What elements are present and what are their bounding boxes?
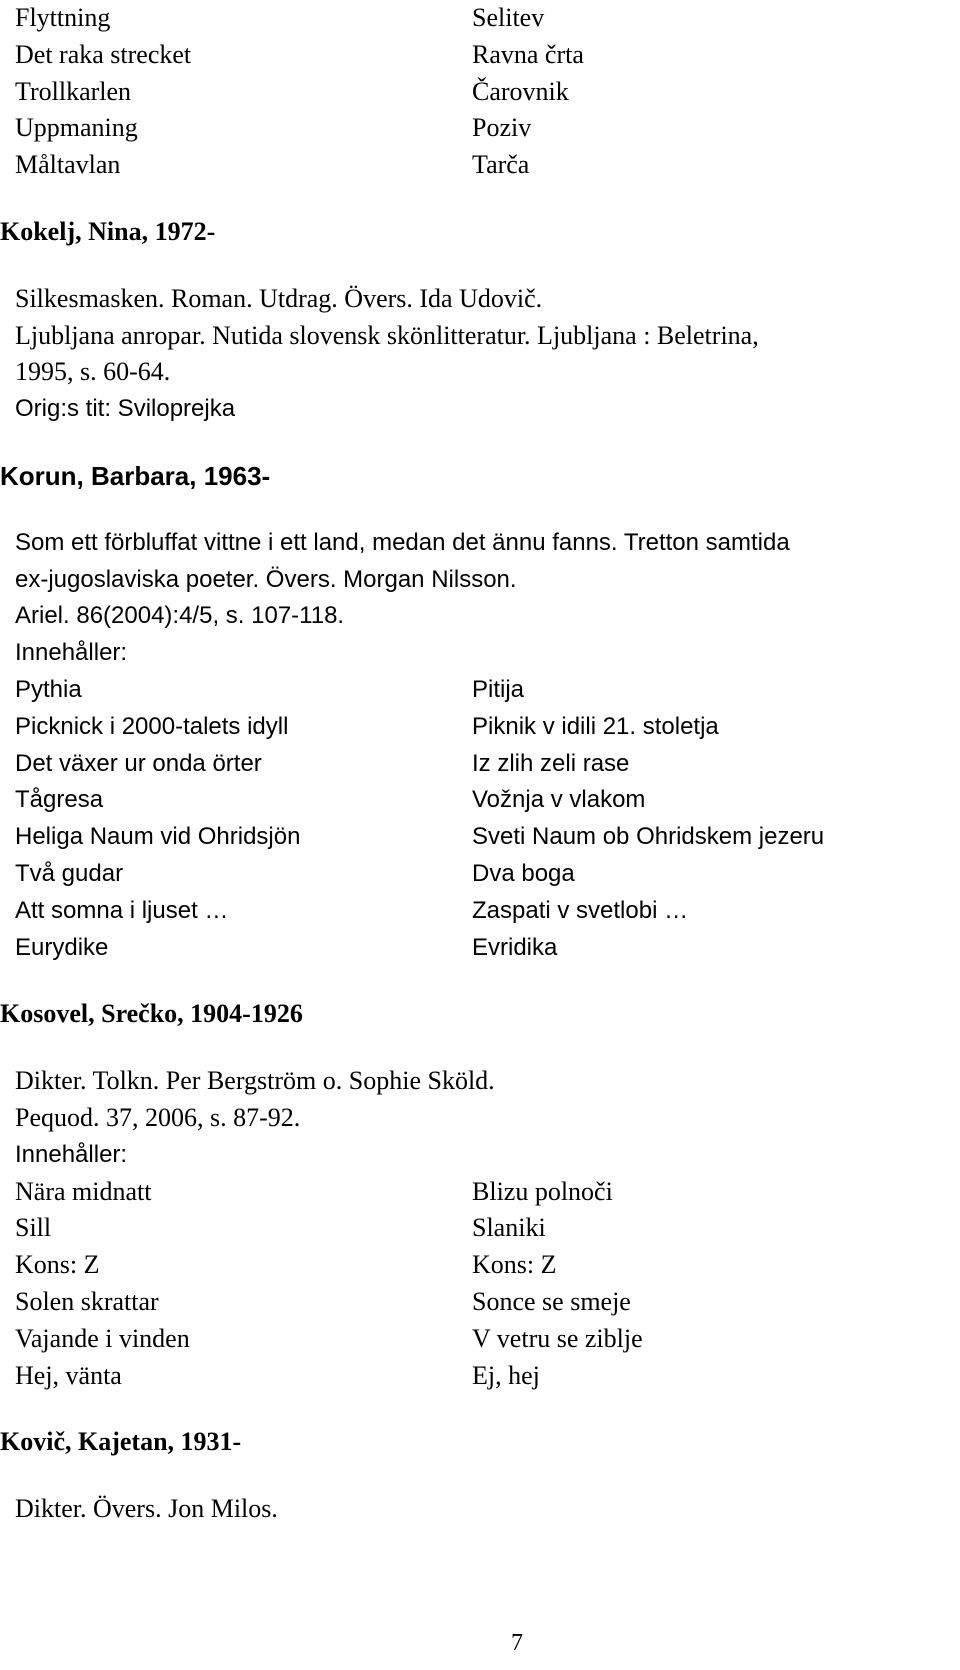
entry-line: Som ett förbluffat vittne i ett land, medan det ännu fanns. Tretton samtida bbox=[15, 528, 790, 556]
list-item: Sill Slaniki bbox=[15, 1213, 546, 1243]
author-heading: Kokelj, Nina, 1972- bbox=[0, 216, 216, 246]
entry-line: 1995, s. 60-64. bbox=[15, 357, 171, 387]
list-item: Måltavlan Tarča bbox=[15, 150, 530, 180]
list-item: Det raka strecket Ravna črta bbox=[15, 39, 584, 69]
entry-kosovel bbox=[0, 996, 960, 1394]
entry-line: Dikter. Övers. Jon Milos. bbox=[15, 1494, 278, 1524]
entry-line: Innehåller: bbox=[15, 639, 128, 667]
list-item: Tågresa Vožnja v vlakom bbox=[15, 786, 646, 814]
list-item: Kons: Z Kons: Z bbox=[15, 1250, 557, 1280]
author-heading: Kosovel, Srečko, 1904-1926 bbox=[0, 999, 303, 1029]
list-item: Picknick i 2000-talets idyll Piknik v idili 21. stoletja bbox=[15, 712, 719, 740]
list-item: Heliga Naum vid Ohridsjön Sveti Naum ob Ohridskem jezeru bbox=[15, 823, 825, 851]
list-item: Pythia Pitija bbox=[15, 675, 525, 703]
entry-line: Dikter. Tolkn. Per Bergström o. Sophie Sköld. bbox=[15, 1066, 495, 1096]
entry-line: Innehåller: bbox=[15, 1140, 128, 1168]
author-heading: Korun, Barbara, 1963- bbox=[0, 460, 271, 491]
entry-line: Ljubljana anropar. Nutida slovensk skönlitteratur. Ljubljana : Beletrina, bbox=[15, 320, 759, 350]
entry-kovic bbox=[0, 1424, 960, 1528]
list-item: Eurydike Evridika bbox=[15, 933, 558, 961]
list-item: Att somna i ljuset … Zaspati v svetlobi … bbox=[15, 896, 689, 924]
entry-line: ex-jugoslaviska poeter. Övers. Morgan Nilsson. bbox=[15, 565, 517, 593]
list-item: Det växer ur onda örter Iz zlih zeli rase bbox=[15, 749, 630, 777]
list-item: Vajande i vinden V vetru se ziblje bbox=[15, 1323, 643, 1353]
entry-line: Orig:s tit: Sviloprejka bbox=[15, 395, 236, 423]
author-heading: Kovič, Kajetan, 1931- bbox=[0, 1427, 242, 1457]
list-item: Trollkarlen Čarovnik bbox=[15, 76, 569, 106]
list-item: Två gudar Dva boga bbox=[15, 859, 575, 887]
list-item: Uppmaning Poziv bbox=[15, 113, 532, 143]
entry-line: Ariel. 86(2004):4/5, s. 107-118. bbox=[15, 602, 345, 630]
top-translation-list bbox=[0, 0, 960, 184]
entry-line: Pequod. 37, 2006, s. 87-92. bbox=[15, 1102, 301, 1132]
list-item: Hej, vänta Ej, hej bbox=[15, 1360, 540, 1390]
list-item: Flyttning Selitev bbox=[15, 3, 545, 32]
entry-kokelj bbox=[0, 214, 960, 428]
list-item: Nära midnatt Blizu polnoči bbox=[15, 1176, 613, 1206]
page-number: 7 bbox=[511, 1630, 523, 1656]
entry-line: Silkesmasken. Roman. Utdrag. Övers. Ida Udovič. bbox=[15, 283, 543, 313]
list-item: Solen skrattar Sonce se smeje bbox=[15, 1286, 631, 1316]
entry-korun bbox=[0, 458, 960, 966]
